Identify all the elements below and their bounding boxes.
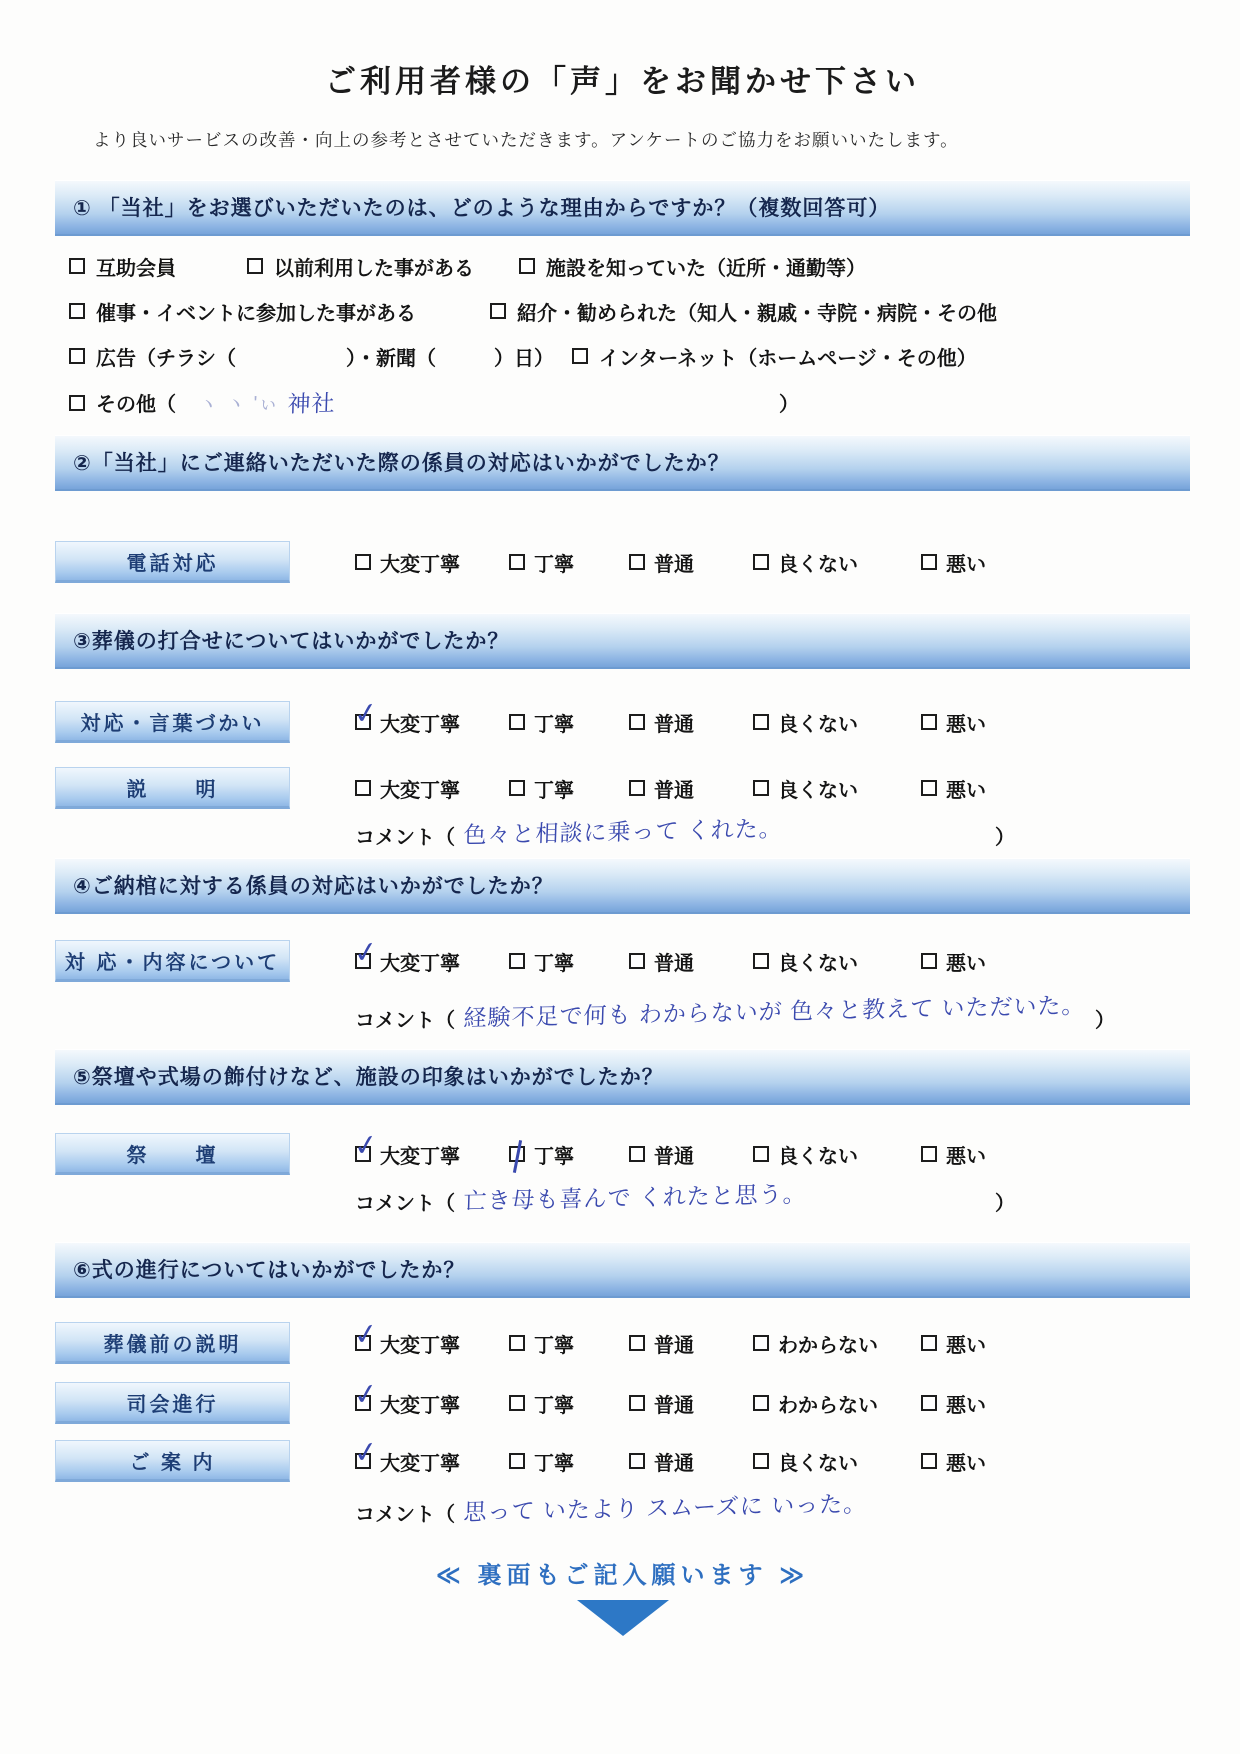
- q1-row-3: [69, 341, 1190, 371]
- checkbox[interactable]: [629, 1146, 645, 1162]
- checkbox[interactable]: [753, 1146, 769, 1162]
- option-gojokaiin: 互助会員: [69, 252, 247, 281]
- option-taihen-teinei: ✓ 大変丁寧: [351, 1377, 460, 1417]
- checkbox[interactable]: [351, 935, 381, 971]
- checkbox[interactable]: [921, 780, 937, 796]
- checkbox[interactable]: [629, 1395, 645, 1411]
- checkbox[interactable]: [921, 1146, 937, 1162]
- q1-options: [55, 251, 1190, 419]
- handwriting-q3-comment: 色々と相談に乗って くれた。: [463, 815, 784, 848]
- rating-row-sougizen: [55, 1317, 1190, 1364]
- option-futsuu: 普通: [629, 774, 753, 803]
- checkbox[interactable]: [509, 780, 525, 796]
- checkbox[interactable]: [629, 1453, 645, 1469]
- checkbox[interactable]: [921, 953, 937, 969]
- check-mark-icon: ✓: [351, 1377, 381, 1413]
- option-saiji-event: 催事・イベントに参加した事がある: [69, 297, 490, 326]
- rating-row-saidan: [55, 1128, 1190, 1175]
- row-label-saidan: 祭 壇: [55, 1133, 290, 1175]
- q4-header-bar: [55, 858, 1190, 914]
- row-label-shikai-shinkou: 司会進行: [55, 1382, 290, 1424]
- handwriting-q6-comment: 思って いたより スムーズに いった。: [463, 1490, 868, 1525]
- check-mark-icon: ✓: [351, 1317, 381, 1353]
- option-futsuu: 普通: [629, 708, 753, 737]
- rating-row-taiou-kotoba: [55, 696, 1190, 743]
- q3-header-bar: [55, 613, 1190, 669]
- check-mark-icon: ✓: [351, 1128, 381, 1164]
- option-warui: 悪い: [921, 774, 986, 803]
- q2-header-bar: [55, 435, 1190, 491]
- checkbox[interactable]: [921, 1453, 937, 1469]
- option-futsuu: 普通: [629, 548, 753, 577]
- checkbox[interactable]: [509, 1453, 525, 1469]
- option-teinei: 丁寧: [509, 548, 629, 577]
- option-teinei: 丁寧: [509, 947, 629, 976]
- row-label-goannai: ご 案 内: [55, 1440, 290, 1482]
- q4-heading: ④ご納棺に対する係員の対応はいかがでしたか？: [73, 875, 554, 898]
- row-label-setsumei: 説 明: [55, 767, 290, 809]
- row-label-denwa-taiou: 電話対応: [55, 541, 290, 583]
- checkbox[interactable]: [753, 554, 769, 570]
- option-wakaranai: わからない: [753, 1389, 921, 1418]
- q5-heading: ⑤祭壇や式場の飾付けなど、施設の印象はいかがでしたか？: [73, 1066, 664, 1089]
- checkbox[interactable]: [351, 696, 381, 732]
- option-shoukai: 紹介・勧められた（知人・親戚・寺院・病院・その他: [490, 297, 997, 326]
- checkbox[interactable]: [351, 1317, 381, 1353]
- handwriting-q4-comment: 経験不足で何も わからないが 色々と教えて いただいた。: [463, 991, 1086, 1031]
- row-label-sougizen-setsumei: 葬儀前の説明: [55, 1322, 290, 1364]
- checkbox[interactable]: [509, 1395, 525, 1411]
- option-futsuu: 普通: [629, 947, 753, 976]
- option-warui: 悪い: [921, 1447, 986, 1476]
- q6-heading: ⑥式の進行についてはいかがでしたか？: [73, 1259, 466, 1282]
- option-futsuu: 普通: [629, 1389, 753, 1418]
- checkbox[interactable]: [69, 303, 85, 319]
- option-warui: 悪い: [921, 1389, 986, 1418]
- q4-comment-row[interactable]: コメント（ 経験不足で何も わからないが 色々と教えて いただいた。 ）: [355, 1000, 1115, 1033]
- option-taihen-teinei: ✓ 大変丁寧: [351, 1435, 460, 1475]
- checkbox[interactable]: [629, 780, 645, 796]
- option-taihen-teinei: ✓ 大変丁寧: [351, 696, 460, 736]
- check-mark-icon: ✓: [351, 935, 381, 971]
- q2-heading: ②「当社」にご連絡いただいた際の係員の対応はいかがでしたか？: [73, 452, 730, 475]
- checkbox[interactable]: [753, 1453, 769, 1469]
- q3-comment-row[interactable]: コメント（ 色々と相談に乗って くれた。 ）: [355, 817, 1015, 850]
- back-page-note: ≪ 裏面もご記入願います ≫: [435, 1562, 810, 1589]
- page-title: ご利用者様の「声」をお聞かせ下さい: [325, 64, 920, 99]
- checkbox[interactable]: [921, 554, 937, 570]
- option-futsuu: 普通: [629, 1447, 753, 1476]
- option-yokunai: 良くない: [753, 708, 921, 737]
- checkbox[interactable]: [753, 714, 769, 730]
- rating-row-setsumei: [55, 767, 1190, 809]
- checkbox[interactable]: [509, 1335, 525, 1351]
- checkbox[interactable]: [247, 258, 263, 274]
- q6-header-bar: [55, 1242, 1190, 1298]
- option-teinei: 丁寧: [509, 1140, 629, 1169]
- option-teinei: 丁寧: [509, 1329, 629, 1358]
- rating-row-denwa: [55, 541, 1190, 583]
- checkbox[interactable]: [355, 554, 371, 570]
- checkbox[interactable]: [629, 1335, 645, 1351]
- row-label-taiou-kotobazukai: 対応・言葉づかい: [55, 701, 290, 743]
- checkbox[interactable]: [509, 554, 525, 570]
- checkbox[interactable]: [69, 395, 85, 411]
- checkbox[interactable]: [753, 1395, 769, 1411]
- down-arrow-icon: [577, 1600, 669, 1636]
- handwriting-sonota: 神社: [287, 389, 336, 417]
- option-izen-riyou: 以前利用した事がある: [247, 252, 519, 281]
- checkbox[interactable]: [69, 348, 85, 364]
- rating-row-shikai: [55, 1377, 1190, 1424]
- check-mark-icon: ✓: [351, 1435, 381, 1471]
- checkbox[interactable]: [519, 258, 535, 274]
- option-taihen-teinei: 大変丁寧: [355, 774, 509, 803]
- option-teinei: 丁寧: [509, 774, 629, 803]
- checkbox[interactable]: [509, 714, 525, 730]
- checkbox[interactable]: [753, 780, 769, 796]
- checkbox[interactable]: [490, 303, 506, 319]
- option-sonota: その他（ ヽ ヽ 'ぃ 神社 ）: [69, 386, 799, 419]
- option-taihen-teinei: ✓ 大変丁寧: [351, 1128, 460, 1168]
- option-futsuu: 普通: [629, 1329, 753, 1358]
- handwriting-faint: ヽ ヽ 'ぃ: [198, 392, 280, 416]
- q1-header-bar: [55, 180, 1190, 236]
- option-yokunai: 良くない: [753, 1140, 921, 1169]
- q1-heading: ① 「当社」をお選びいただいたのは、どのような理由からですか？（複数回答可）: [73, 197, 891, 220]
- checkbox[interactable]: [509, 1146, 525, 1162]
- q5-comment-row[interactable]: コメント（ 亡き母も喜んで くれたと思う。 ）: [355, 1183, 1015, 1216]
- checkbox[interactable]: [753, 1335, 769, 1351]
- checkbox[interactable]: [921, 1335, 937, 1351]
- option-warui: 悪い: [921, 708, 986, 737]
- q1-row-1: [69, 251, 1190, 281]
- option-taihen-teinei: ✓ 大変丁寧: [351, 935, 460, 975]
- option-warui: 悪い: [921, 1329, 986, 1358]
- rating-row-goannai: [55, 1435, 1190, 1482]
- checkbox[interactable]: [572, 348, 588, 364]
- checkbox[interactable]: [629, 953, 645, 969]
- checkbox[interactable]: [351, 1377, 381, 1413]
- q5-header-bar: [55, 1049, 1190, 1105]
- option-internet: インターネット（ホームページ・その他）: [572, 342, 977, 371]
- page-subtitle: より良いサービスの改善・向上の参考とさせていただきます。アンケートのご協力をお願いいたします。: [93, 130, 959, 150]
- q3-heading: ③葬儀の打合せについてはいかがでしたか？: [73, 630, 510, 653]
- option-yokunai: 良くない: [753, 947, 921, 976]
- option-yokunai: 良くない: [753, 1447, 921, 1476]
- row-label-taiou-naiyou: 対 応・内容について: [55, 940, 290, 982]
- checkbox[interactable]: [921, 1395, 937, 1411]
- option-warui: 悪い: [921, 548, 986, 577]
- option-warui: 悪い: [921, 1140, 986, 1169]
- option-teinei: 丁寧: [509, 708, 629, 737]
- option-teinei: 丁寧: [509, 1447, 629, 1476]
- checkbox[interactable]: [629, 554, 645, 570]
- option-yokunai: 良くない: [753, 774, 921, 803]
- option-koukoku: 広告（チラシ（ ）・新聞（ ）日）: [69, 342, 554, 371]
- checkbox[interactable]: [753, 953, 769, 969]
- rating-row-taiou-naiyou: [55, 935, 1190, 982]
- checkbox[interactable]: [351, 1128, 381, 1164]
- q1-row-2: [69, 296, 1190, 326]
- q6-comment-row[interactable]: コメント（ 思って いたより スムーズに いった。: [355, 1494, 1015, 1527]
- option-teinei: 丁寧: [509, 1389, 629, 1418]
- checkbox[interactable]: [629, 714, 645, 730]
- option-wakaranai: わからない: [753, 1329, 921, 1358]
- checkbox[interactable]: [921, 714, 937, 730]
- handwriting-q5-comment: 亡き母も喜んで くれたと思う。: [463, 1180, 808, 1214]
- q1-row-4: [69, 386, 1190, 419]
- option-yokunai: 良くない: [753, 548, 921, 577]
- checkbox[interactable]: [355, 780, 371, 796]
- option-taihen-teinei: ✓ 大変丁寧: [351, 1317, 460, 1357]
- option-futsuu: 普通: [629, 1140, 753, 1169]
- option-taihen-teinei: 大変丁寧: [355, 548, 509, 577]
- checkbox[interactable]: [351, 1435, 381, 1471]
- option-warui: 悪い: [921, 947, 986, 976]
- option-shisetsu: 施設を知っていた（近所・通勤等）: [519, 252, 866, 281]
- check-mark-icon: ✓: [351, 696, 381, 732]
- checkbox[interactable]: [69, 258, 85, 274]
- checkbox[interactable]: [509, 953, 525, 969]
